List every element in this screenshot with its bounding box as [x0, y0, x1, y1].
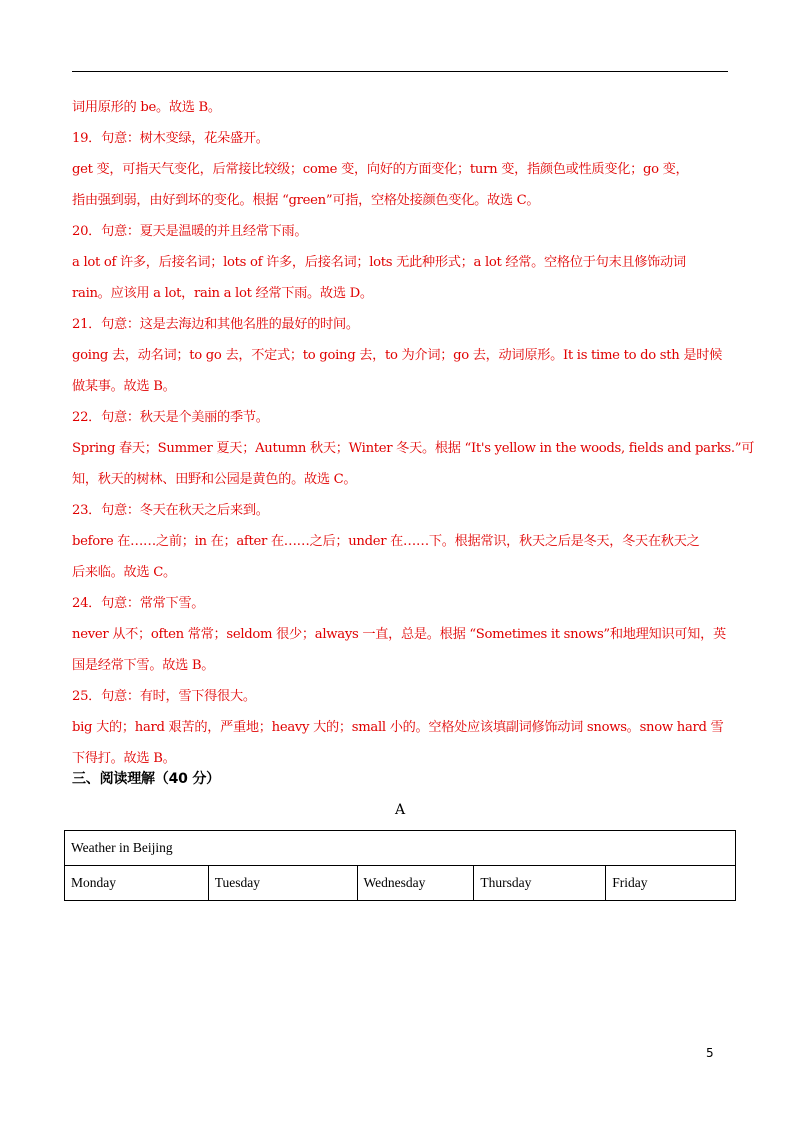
text-line: 做某事。故选 B。 — [72, 379, 176, 394]
passage-label: A — [394, 802, 406, 818]
text-line: get 变，可指天气变化，后常接比较级；come 变，向好的方面变化；turn 变，指颜色或性质变化；go 变， — [72, 162, 689, 177]
day-cell: Wednesday — [357, 866, 474, 901]
table-row — [65, 866, 736, 901]
text-line: 下得打。故选 B。 — [72, 751, 176, 766]
day-cell: Tuesday — [208, 866, 357, 901]
text-line: going 去，动名词；to go 去，不定式；to going 去，to 为介词；go 去，动词原形。It is time to do sth 是时候 — [72, 348, 722, 363]
text-line: 22．句意：秋天是个美丽的季节。 — [72, 410, 269, 425]
text-line: a lot of 许多，后接名词；lots of 许多，后接名词；lots 无此种形式；a lot 经常。空格位于句末且修饰动词 — [72, 255, 686, 270]
day-cell: Monday — [65, 866, 209, 901]
text-line: never 从不；often 常常；seldom 很少；always 一直，总是。根据 “Sometimes it snows”和地理知识可知，英 — [72, 627, 726, 642]
header-rule — [72, 71, 728, 72]
page-number: 5 — [706, 1046, 714, 1060]
text-line: 知，秋天的树林、田野和公园是黄色的。故选 C。 — [72, 472, 357, 487]
table-title-row — [65, 831, 736, 866]
text-line: 25．句意：有时，雪下得很大。 — [72, 689, 256, 704]
answer-explanations — [72, 92, 755, 774]
text-line: 国是经常下雪。故选 B。 — [72, 658, 215, 673]
text-line: big 大的；hard 艰苦的，严重地；heavy 大的；small 小的。空格处应该填副词修饰动词 snows。snow hard 雪 — [72, 720, 724, 735]
text-line: 23．句意：冬天在秋天之后来到。 — [72, 503, 269, 518]
weather-table — [64, 830, 736, 901]
text-line: before 在……之前；in 在；after 在……之后；under 在……下。根据常识，秋天之后是冬天，冬天在秋天之 — [72, 534, 700, 549]
table-title: Weather in Beijing — [65, 831, 736, 866]
text-line: 19．句意：树木变绿，花朵盛开。 — [72, 131, 269, 146]
section-heading: 三、阅读理解（40 分） — [72, 771, 220, 787]
day-cell: Friday — [606, 866, 736, 901]
text-line: Spring 春天；Summer 夏天；Autumn 秋天；Winter 冬天。根据 “It's yellow in the woods, fields and parks.”可 — [72, 441, 755, 456]
text-line: 21．句意：这是去海边和其他名胜的最好的时间。 — [72, 317, 359, 332]
text-line: rain。应该用 a lot，rain a lot 经常下雨。故选 D。 — [72, 286, 373, 301]
text-line: 后来临。故选 C。 — [72, 565, 176, 580]
day-cell: Thursday — [474, 866, 606, 901]
text-line: 24．句意：常常下雪。 — [72, 596, 205, 611]
text-line: 指由强到弱，由好到坏的变化。根据 “green”可指，空格处接颜色变化。故选 C。 — [72, 193, 540, 208]
text-line: 词用原形的 be。故选 B。 — [72, 100, 221, 115]
text-line: 20．句意：夏天是温暖的并且经常下雨。 — [72, 224, 308, 239]
